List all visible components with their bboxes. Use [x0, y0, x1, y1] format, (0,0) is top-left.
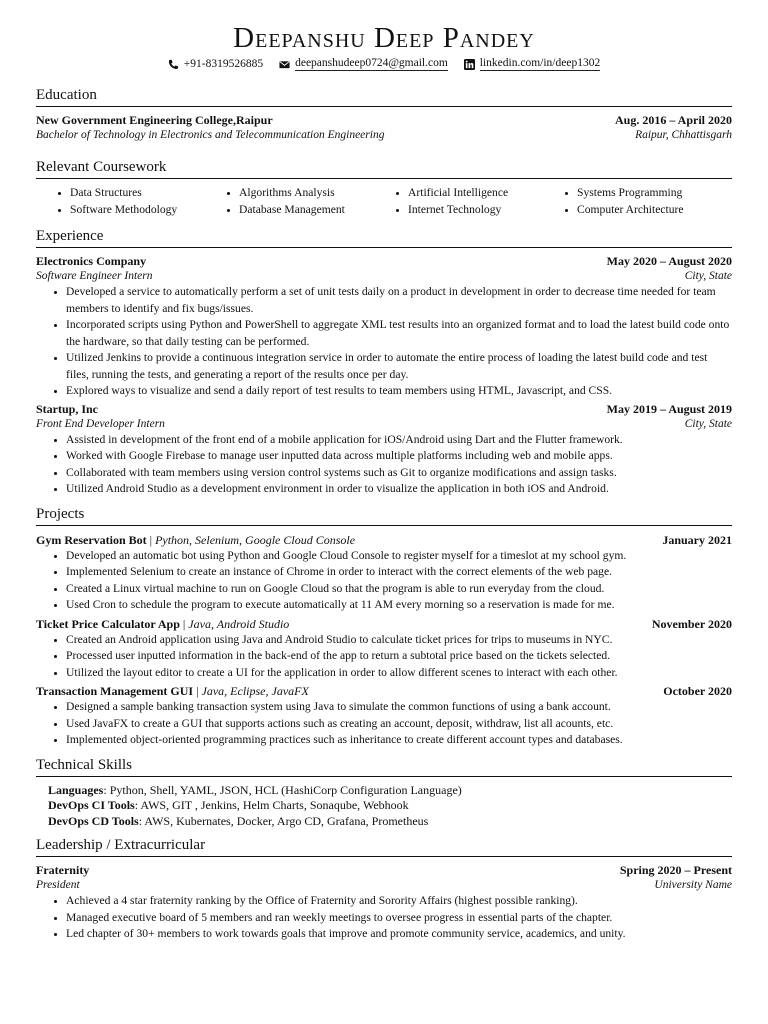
project-name: Gym Reservation Bot [36, 532, 147, 547]
section-title-coursework: Relevant Coursework [36, 159, 732, 179]
contact-linkedin [464, 57, 600, 71]
bullet-item: • Created an Android application using Java and Android Studio to calculate ticket prices for trips to museums in NYC. [66, 632, 732, 649]
bullet-item: • Created a Linux virtual machine to run on Google Cloud so that the program is able to run everyday from the cloud. [66, 581, 732, 598]
contact-email [279, 57, 448, 71]
project-tech: Java, Eclipse, JavaFX [201, 684, 309, 698]
course-item: • Software Methodology [70, 202, 225, 219]
project-entry: Ticket Price Calculator App | Java, Android Studio November 2020 • Created an Android application using Java and Android Studio to calculate ticket prices for trips to museums in NYC. • Processed user inputted information in the back-end of the app to return a subtotal price based on the tickets selected. • Utilized the layout editor to create a UI for the application in order to allow different scenes to interact with each other. [36, 616, 732, 682]
skill-label: DevOps CI Tools [48, 798, 135, 812]
linkedin-link[interactable]: linkedin.com/in/deep1302 [479, 57, 601, 69]
skills-list [36, 783, 732, 830]
course-item: • Systems Programming [577, 185, 732, 202]
company-name: Electronics Company [36, 254, 147, 268]
section-title-education: Education [36, 87, 732, 107]
experience-entry [36, 402, 732, 498]
experience-dates: May 2020 – August 2020 [606, 254, 732, 268]
bullet-item: • Developed a service to automatically perform a set of unit tests daily on a product in development in order to decrease time needed for team members to identify and fix bugs/issues. [66, 284, 732, 317]
education-entry [36, 113, 732, 143]
bullet-item: • Developed an automatic bot using Python and Google Cloud Console to register myself for a timeslot at my school gym. [66, 548, 732, 565]
project-bullets [36, 632, 732, 682]
bullet-item: • Implemented Selenium to create an instance of Chrome in order to interact with the correct elements of the web page. [66, 564, 732, 581]
phone-icon [168, 59, 179, 70]
course-item: • Data Structures [70, 185, 225, 202]
bullet-item: • Managed executive board of 5 members and ran weekly meetings to oversee progress in essential parts of the chapter. [66, 910, 732, 927]
bullet-item: • Used Cron to schedule the program to execute automatically at 11 AM every morning so a reservation is made for me. [66, 597, 732, 614]
project-entry: Gym Reservation Bot | Python, Selenium, Google Cloud Console January 2021 • Developed an automatic bot using Python and Google Cloud Console to register myself for a timeslot at my school gym. • Implemented Selenium to create an instance of Chrome in order to interact with the correct elements of the web page. • Created a Linux virtual machine to run on Google Cloud so that the program is able to run everyday from the cloud. • Used Cron to schedule the program to execute automatically at 11 AM every morning so a reservation is made for me. [36, 532, 732, 614]
section-title-leadership: Leadership / Extracurricular [36, 837, 732, 857]
course-column [56, 185, 225, 218]
project-bullets [36, 699, 732, 749]
school-name: New Government Engineering College,Raipur [36, 113, 273, 127]
skill-value: : AWS, Kubernates, Docker, Argo CD, Grafana, Prometheus [138, 813, 429, 828]
contact-phone [168, 57, 263, 71]
skill-value: : AWS, GIT , Jenkins, Helm Charts, Sonaqube, Webhook [134, 798, 409, 812]
section-title-experience: Experience [36, 228, 732, 248]
section-title-skills: Technical Skills [36, 757, 732, 777]
job-role: Front End Developer Intern [36, 417, 165, 430]
project-name: Ticket Price Calculator App [36, 616, 180, 631]
course-item: • Artificial Intelligence [408, 185, 563, 202]
degree: Bachelor of Technology in Electronics and Telecommunication Engineering [36, 129, 385, 141]
skill-row [48, 783, 732, 799]
bullet-item: • Used JavaFX to create a GUI that supports actions such as creating an account, deposit, withdraw, list all acounts, etc. [66, 716, 732, 733]
linkedin-icon [464, 59, 475, 70]
experience-dates: May 2019 – August 2019 [606, 401, 732, 416]
project-tech: Java, Android Studio [188, 616, 290, 631]
leadership-role: President [36, 879, 80, 891]
course-item: • Algorithms Analysis [239, 185, 394, 202]
project-tech: Python, Selenium, Google Cloud Console [155, 532, 356, 547]
bullet-item: • Collaborated with team members using version control systems such as Git to organize modifications and assign tasks. [66, 465, 732, 482]
bullet-item: • Utilized Jenkins to provide a continuous integration service in order to automate the entire process of loading the latest build code and test files, running the tests, and generating a report of the results once per day. [66, 350, 732, 383]
project-entry: Transaction Management GUI | Java, Eclipse, JavaFX October 2020 • Designed a sample banking transaction system using Java to simulate the common functions of using a bank account. • Used JavaFX to create a GUI that supports actions such as creating an account, deposit, withdraw, list all acounts, etc. • Implemented object-oriented programming practices such as inheritance to create different account types and databases. [36, 683, 732, 749]
bullet-item: • Utilized Android Studio as a development environment in order to visualize the application in both iOS and Android. [66, 481, 732, 498]
candidate-name: Deepanshu Deep Pandey [233, 22, 535, 54]
course-item: • Database Management [239, 202, 394, 219]
project-date: October 2020 [663, 684, 732, 698]
bullet-item: • Worked with Google Firebase to manage user inputted data across multiple platforms including web and mobile apps. [66, 448, 732, 465]
bullet-item: • Achieved a 4 star fraternity ranking by the Office of Fraternity and Sorority Affairs (highest possible ranking). [66, 893, 732, 910]
experience-entry [36, 254, 732, 400]
education-dates: Aug. 2016 – April 2020 [614, 113, 732, 127]
contact-bar [0, 57, 768, 71]
bullet-item: • Assisted in development of the front end of a mobile application for iOS/Android using Dart and the Flutter framework. [66, 432, 732, 449]
course-column [563, 185, 732, 218]
skill-label: DevOps CD Tools [48, 813, 139, 828]
email-link[interactable]: deepanshudeep0724@gmail.com [295, 57, 448, 69]
skill-row [48, 814, 732, 830]
leadership-location: University Name [654, 879, 732, 891]
education-location: Raipur, Chhattisgarh [635, 129, 732, 141]
skill-value: : Python, Shell, YAML, JSON, HCL (HashiCorp Configuration Language) [103, 782, 462, 797]
skill-label: Languages [48, 782, 104, 797]
experience-bullets [36, 284, 732, 400]
resume-content [0, 87, 768, 943]
section-title-projects: Projects [36, 506, 732, 526]
course-column [225, 185, 394, 218]
mail-icon [279, 59, 290, 70]
job-location: City, State [684, 270, 732, 282]
leadership-dates: Spring 2020 – Present [619, 863, 732, 877]
company-name: Startup, Inc [36, 401, 99, 416]
coursework-grid [36, 185, 732, 218]
job-location: City, State [684, 417, 732, 430]
bullet-item: • Explored ways to visualize and send a daily report of test results to team members using HTML, Javascript, and CSS. [66, 383, 732, 400]
experience-bullets [36, 432, 732, 498]
bullet-item: • Led chapter of 30+ members to work towards goals that improve and promote community service, academics, and unity. [66, 926, 732, 943]
org-name: Fraternity [36, 863, 90, 877]
project-date: November 2020 [651, 616, 732, 631]
leadership-entry [36, 863, 732, 943]
project-bullets [36, 548, 732, 614]
project-name: Transaction Management GUI [36, 684, 194, 698]
project-date: January 2021 [662, 532, 732, 547]
skill-row [48, 798, 732, 814]
course-item: • Internet Technology [408, 202, 563, 219]
bullet-item: • Utilized the layout editor to create a UI for the application in order to allow different scenes to interact with each other. [66, 665, 732, 682]
bullet-item: • Incorporated scripts using Python and PowerShell to aggregate XML test results into an organized format and to load the latest build code onto the hardware, so that daily testing can be performed. [66, 317, 732, 350]
job-role: Software Engineer Intern [36, 270, 153, 282]
bullet-item: • Designed a sample banking transaction system using Java to simulate the common functions of using a bank account. [66, 699, 732, 716]
bullet-item: • Processed user inputted information in the back-end of the app to return a subtotal price based on the tickets selected. [66, 648, 732, 665]
phone-number: +91-8319526885 [183, 58, 264, 70]
bullet-item: • Implemented object-oriented programming practices such as inheritance to create different account types and databases. [66, 732, 732, 749]
course-column [394, 185, 563, 218]
leadership-bullets [36, 893, 732, 943]
course-item: • Computer Architecture [577, 202, 732, 219]
